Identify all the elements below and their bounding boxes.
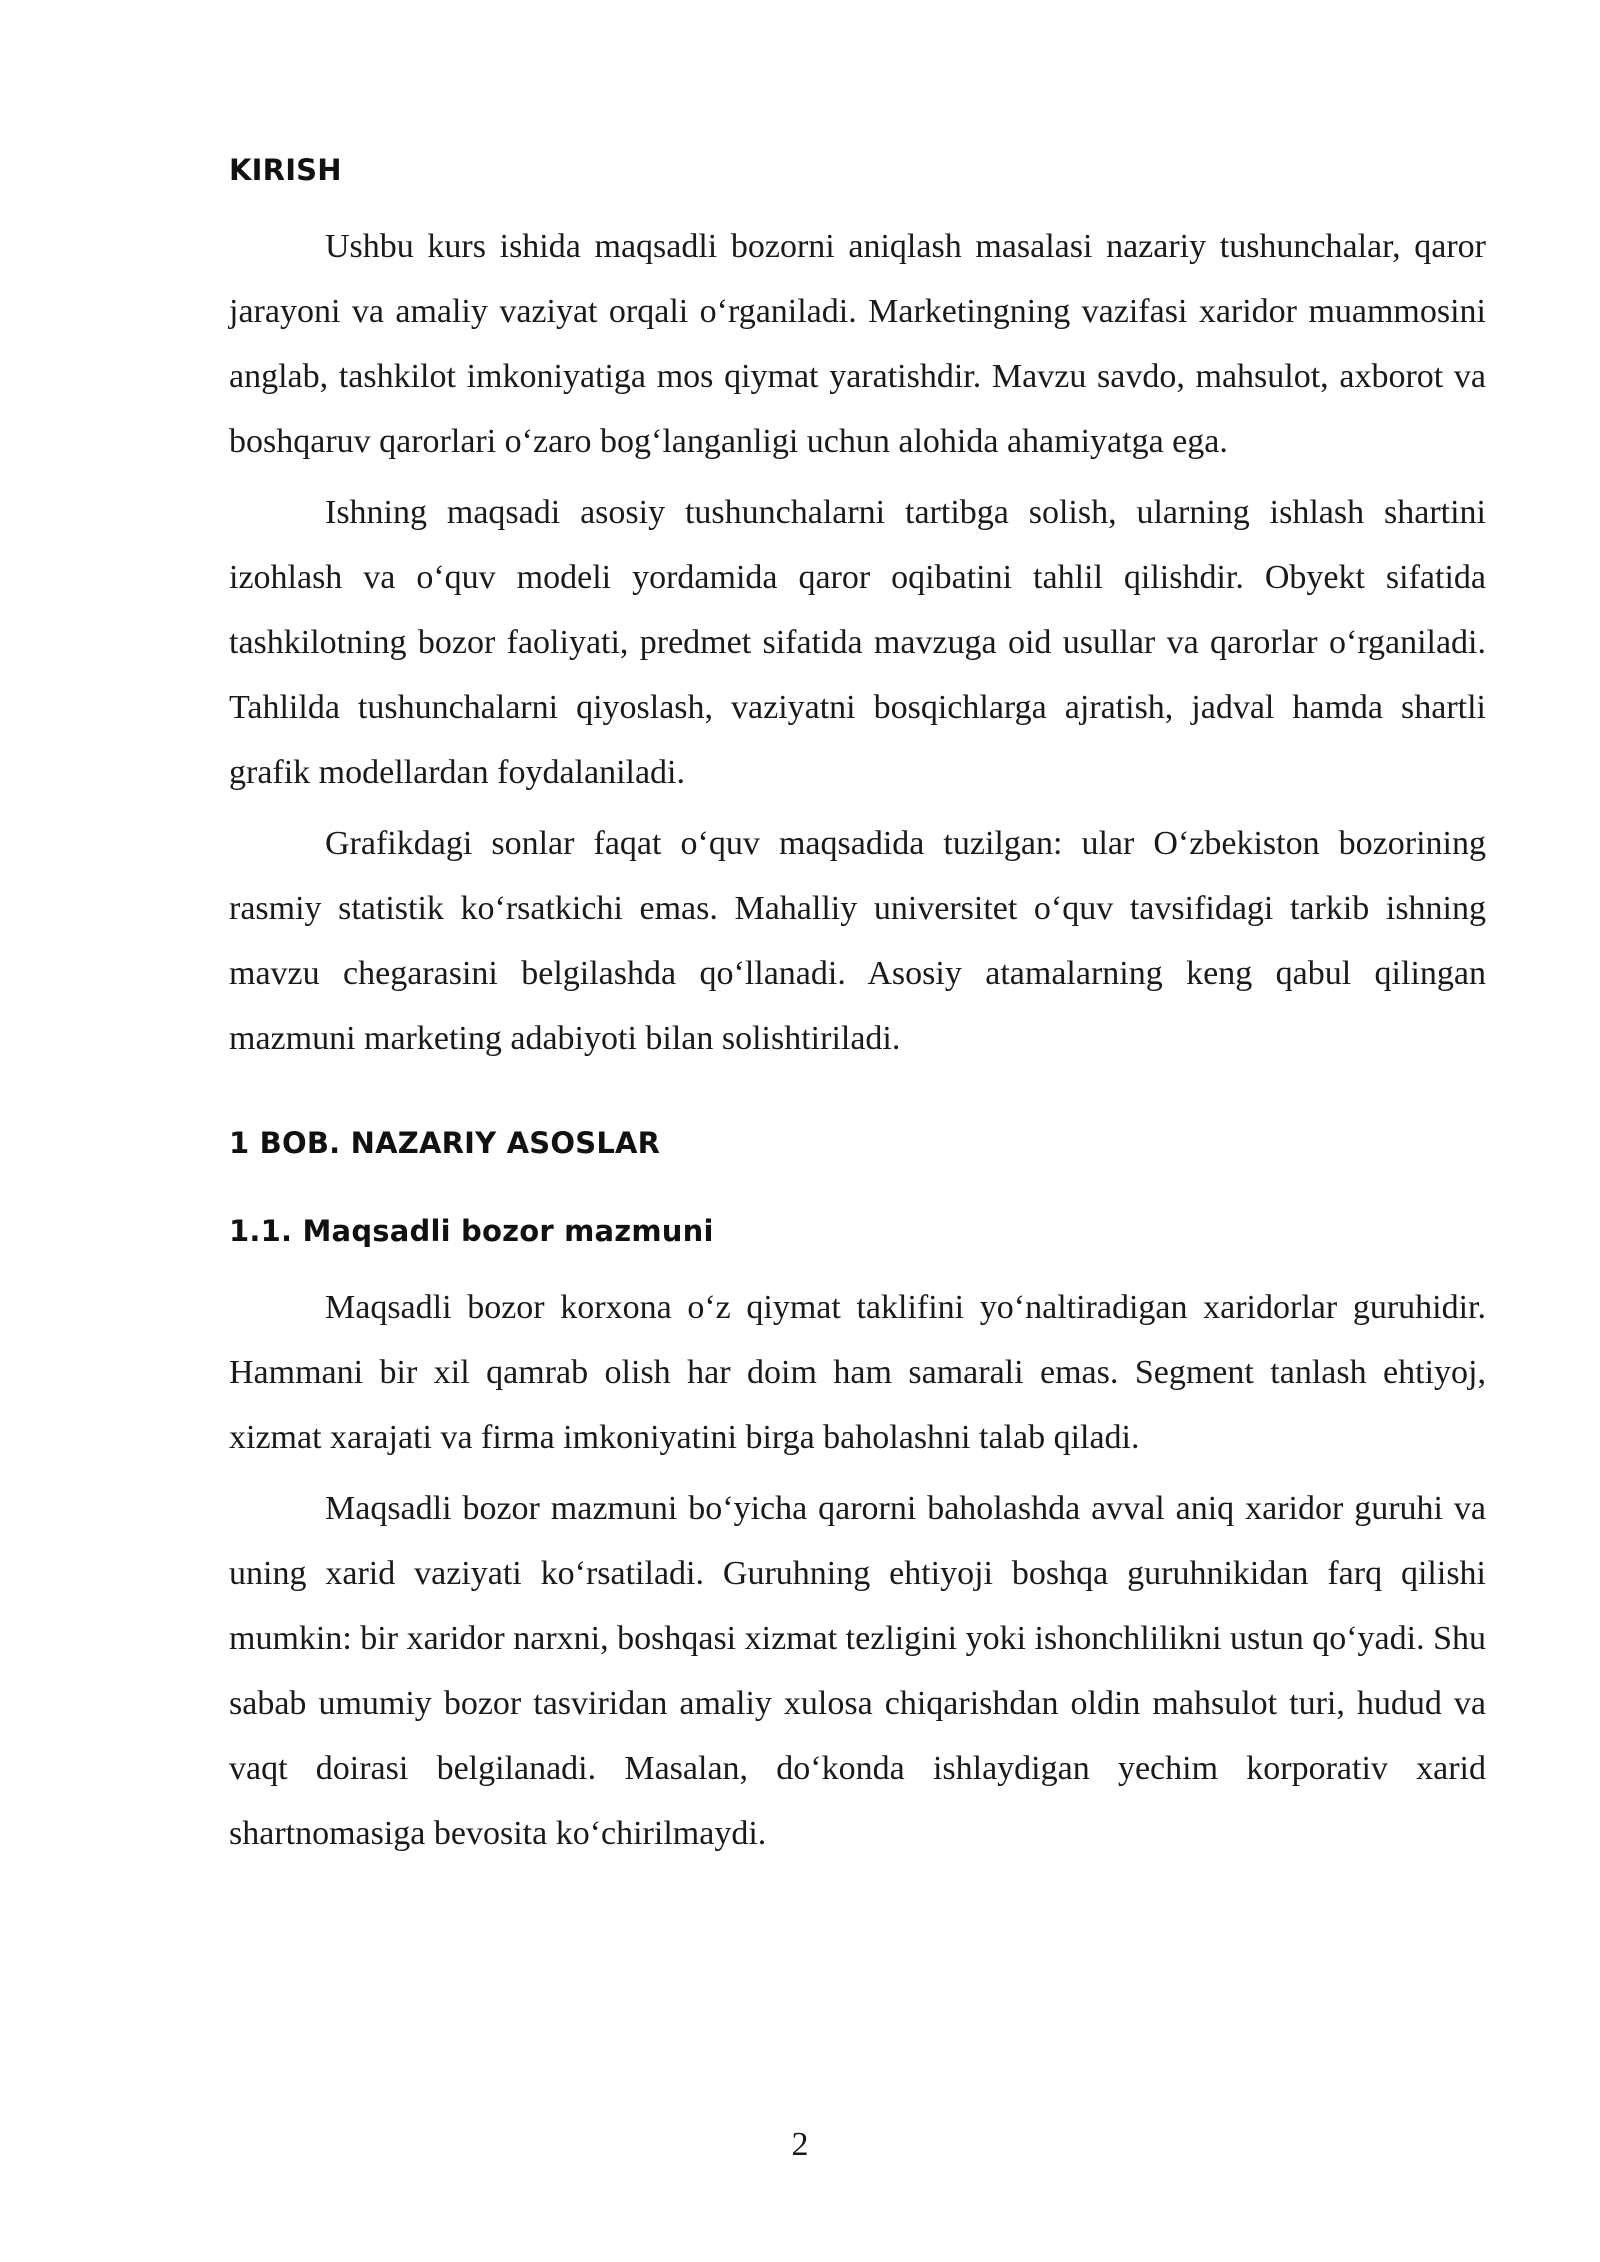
chapter-heading: 1 BOB. NAZARIY ASOSLAR [229, 1126, 661, 1160]
section-paragraph-2: Maqsadli bozor mazmuni bo‘yicha qarorni baholashda avval aniq xaridor guruhi va uning xarid vaziyati ko‘rsatiladi. Guruhning ehtiyoji boshqa guruhnikidan farq qilishi mumkin: bir xaridor narxni, boshqasi xizmat tezligini yoki ishonchlilikni ustun qo‘yadi. Shu sabab umumiy bozor tasviridan amaliy xulosa chiqarishdan oldin mahsulot turi, hudud va vaqt doirasi belgilanadi. Masalan, do‘konda ishlaydigan yechim korporativ xarid shartnomasiga bevosita ko‘chirilmaydi. [229, 1490, 1486, 1852]
intro-paragraph-1: Ushbu kurs ishida maqsadli bozorni aniqlash masalasi nazariy tushunchalar, qaror jarayoni va amaliy vaziyat orqali o‘rganiladi. Marketingning vazifasi xaridor muammosini anglab, tashkilot imkoniyatiga mos qiymat yaratishdir. Mavzu savdo, mahsulot, axborot va boshqaruv qarorlari o‘zaro bog‘langanligi uchun alohida ahamiyatga ega. [229, 228, 1486, 460]
section-heading: 1.1. Maqsadli bozor mazmuni [229, 1214, 714, 1248]
intro-paragraph-2: Ishning maqsadi asosiy tushunchalarni tartibga solish, ularning ishlash shartini izohlash va o‘quv modeli yordamida qaror oqibatini tahlil qilishdir. Obyekt sifatida tashkilotning bozor faoliyati, predmet sifatida mavzuga oid usullar va qarorlar o‘rganiladi. Tahlilda tushunchalarni qiyoslash, vaziyatni bosqichlarga ajratish, jadval hamda shartli grafik modellardan foydalaniladi. [229, 494, 1486, 791]
page-number: 2 [791, 2126, 809, 2163]
intro-paragraph-3: Grafikdagi sonlar faqat o‘quv maqsadida tuzilgan: ular O‘zbekiston bozorining rasmiy statistik ko‘rsatkichi emas. Mahalliy universitet o‘quv tavsifidagi tarkib ishning mavzu chegarasini belgilashda qo‘llanadi. Asosiy atamalarning keng qabul qilingan mazmuni marketing adabiyoti bilan solishtiriladi. [229, 825, 1486, 1057]
section-paragraph-1: Maqsadli bozor korxona o‘z qiymat taklifini yo‘naltiradigan xaridorlar guruhidir. Hammani bir xil qamrab olish har doim ham samarali emas. Segment tanlash ehtiyoj, xizmat xarajati va firma imkoniyatini birga baholashni talab qiladi. [229, 1289, 1486, 1456]
document-page [229, 150, 1486, 1872]
intro-heading: KIRISH [229, 153, 342, 187]
